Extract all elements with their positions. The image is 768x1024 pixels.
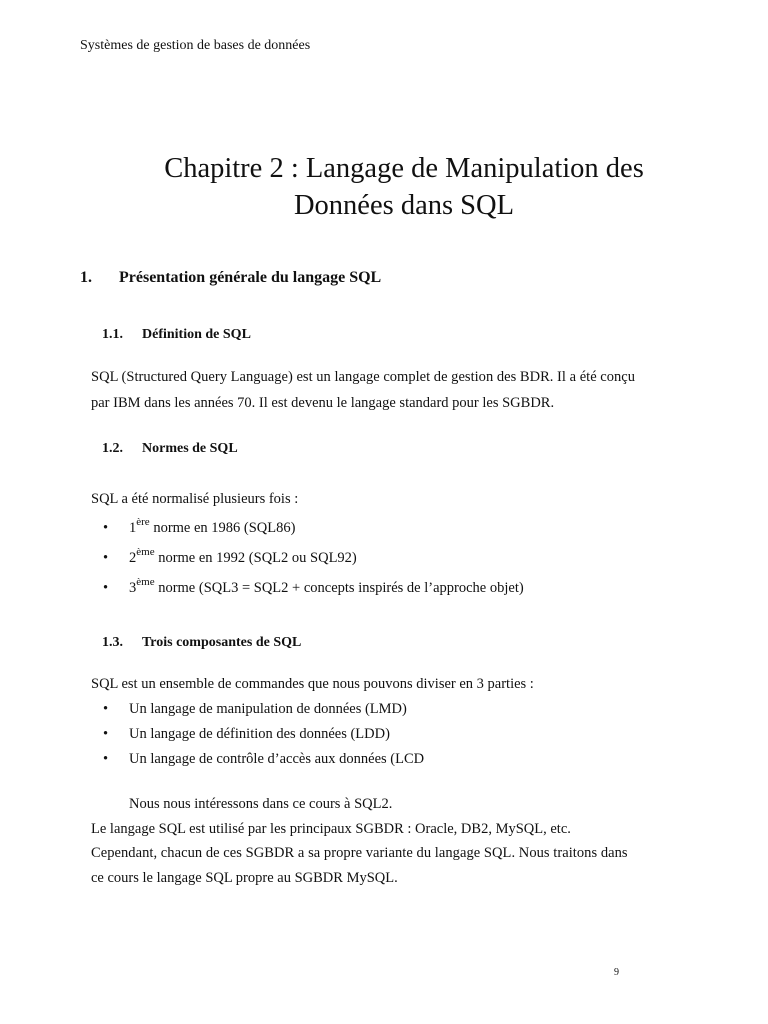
paragraph-line: par IBM dans les années 70. Il est devenu le langage standard pour les SGBDR. <box>91 395 555 411</box>
section-number: 1. <box>80 269 92 286</box>
list-item-text: Un langage de contrôle d’accès aux données (LCD <box>129 751 425 767</box>
section-title: Présentation générale du langage SQL <box>119 269 382 286</box>
running-header: Systèmes de gestion de bases de données <box>80 38 311 53</box>
paragraph-line: ce cours le langage SQL propre au SGBDR MySQL. <box>91 870 398 886</box>
bullet-icon: • <box>103 520 109 536</box>
bullet-icon: • <box>103 701 109 717</box>
norm-number: 3 <box>129 580 137 596</box>
paragraph-line: SQL (Structured Query Language) est un langage complet de gestion des BDR. Il a été conçu <box>91 369 636 385</box>
list-item <box>103 516 296 537</box>
paragraph-line: Cependant, chacun de ces SGBDR a sa propre variante du langage SQL. Nous traitons dans <box>91 845 628 861</box>
page-number: 9 <box>614 967 619 978</box>
paragraph-line: Le langage SQL est utilisé par les principaux SGBDR : Oracle, DB2, MySQL, etc. <box>91 821 571 837</box>
norm-number: 2 <box>129 550 137 566</box>
list-item-text: Un langage de manipulation de données (LMD) <box>129 701 407 717</box>
norm-text: norme en 1986 (SQL86) <box>149 520 296 536</box>
norm-ordinal: ème <box>136 546 155 558</box>
list-item <box>103 701 407 718</box>
bullet-icon: • <box>103 580 109 596</box>
bullet-icon: • <box>103 751 109 767</box>
subsection-heading-1-3 <box>102 635 301 651</box>
subsection-number: 1.2. <box>102 441 123 456</box>
paragraph-line: SQL a été normalisé plusieurs fois : <box>91 491 299 507</box>
subsection-number: 1.1. <box>102 327 123 342</box>
list-item <box>103 726 390 743</box>
subsection-number: 1.3. <box>102 635 123 650</box>
subsection-heading-1-1 <box>102 327 251 343</box>
norm-text: norme en 1992 (SQL2 ou SQL92) <box>154 550 357 566</box>
norm-ordinal: ème <box>136 576 155 588</box>
list-item <box>103 751 424 768</box>
subsection-title: Trois composantes de SQL <box>142 635 302 650</box>
list-item <box>103 546 357 567</box>
chapter-title <box>0 150 768 224</box>
bullet-icon: • <box>103 550 109 566</box>
chapter-title-line-1: Chapitre 2 : Langage de Manipulation des <box>164 153 644 184</box>
list-item-text: Un langage de définition des données (LDD) <box>129 726 390 742</box>
section-heading-1 <box>80 269 381 287</box>
norm-number: 1 <box>129 520 137 536</box>
chapter-title-line-2: Données dans SQL <box>293 190 515 221</box>
norm-ordinal: ère <box>136 516 150 528</box>
indented-note: Nous nous intéressons dans ce cours à SQL2. <box>129 796 393 812</box>
subsection-heading-1-2 <box>102 441 238 457</box>
subsection-title: Définition de SQL <box>142 327 251 342</box>
bullet-icon: • <box>103 726 109 742</box>
norm-text: norme (SQL3 = SQL2 + concepts inspirés de l’approche objet) <box>154 580 524 596</box>
list-item <box>103 576 524 597</box>
subsection-title: Normes de SQL <box>142 441 238 456</box>
paragraph-line: SQL est un ensemble de commandes que nous pouvons diviser en 3 parties : <box>91 676 534 692</box>
